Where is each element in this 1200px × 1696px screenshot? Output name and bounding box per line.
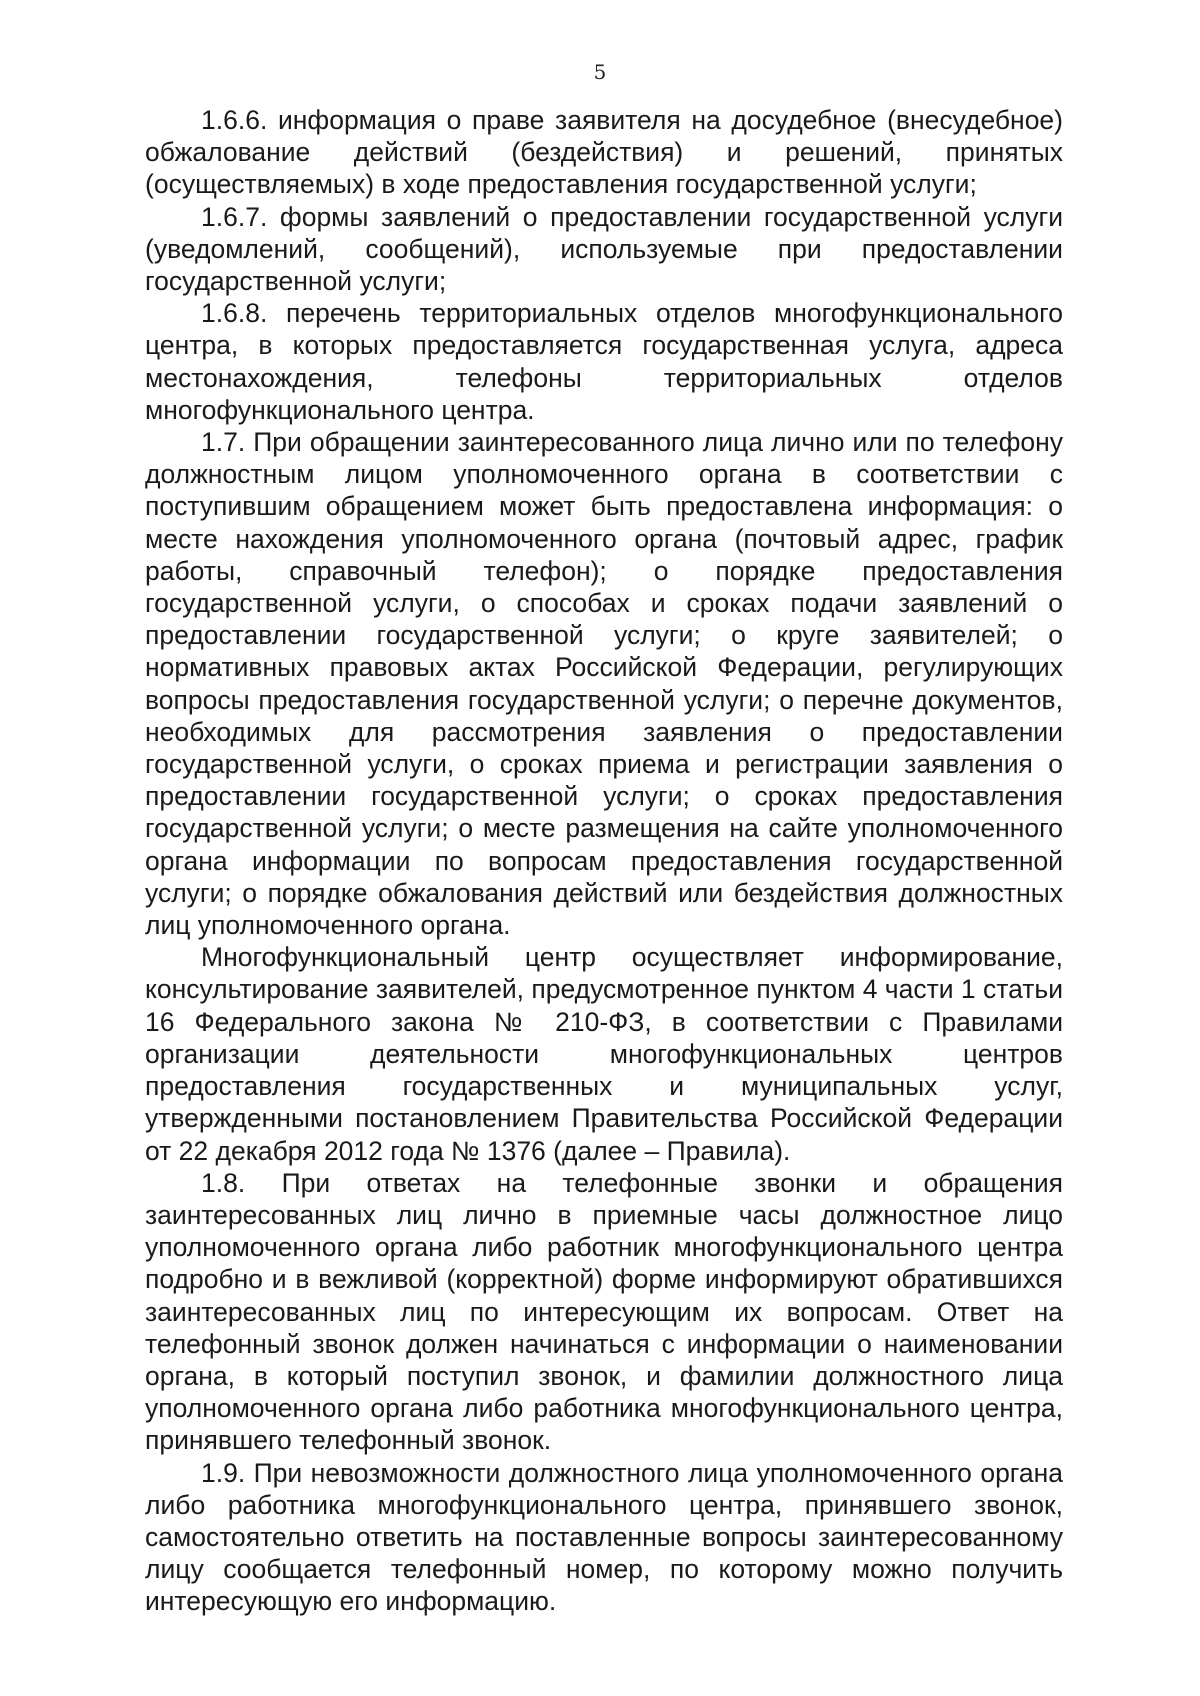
paragraph-1-6-7: 1.6.7. формы заявлений о предоставлении государственной услуги (уведомлений, сообщений), используемые при предоставлении государственной услуги; [145, 201, 1063, 297]
document-body [145, 104, 1063, 1618]
paragraph-1-6-8: 1.6.8. перечень территориальных отделов многофункционального центра, в которых предоставляется государственная услуга, адреса местонахождения, телефоны территориальных отделов многофункционального центра. [145, 298, 1063, 425]
paragraph-1-6-6: 1.6.6. информация о праве заявителя на досудебное (внесудебное) обжалование действий (бездействия) и решений, принятых (осуществляемых) в ходе предоставления государственной услуги; [145, 105, 1063, 200]
paragraph-mfc-informing: Многофункциональный центр осуществляет информирование, консультирование заявителей, предусмотренное пунктом 4 части 1 статьи 16 Федерального закона № 210-ФЗ, в соответствии с Правилами организации деятельности многофункциональных центров предоставления государственных и муниципальных услуг, утвержденными постановлением Правительства Российской Федерации от 22 декабря 2012 года № 1376 (далее – Правила). [145, 942, 1063, 1166]
paragraph-1-7: 1.7. При обращении заинтересованного лица лично или по телефону должностным лицом уполномоченного органа в соответствии с поступившим обращением может быть предоставлена информация: о месте нахождения уполномоченного органа (почтовый адрес, график работы, справочный телефон); о порядке предоставления государственной услуги, о способах и сроках подачи заявлений о предоставлении государственной услуги; о круге заявителей; о нормативных правовых актах Российской Федерации, регулирующих вопросы предоставления государственной услуги; о перечне документов, необходимых для рассмотрения заявления о предоставлении государственной услуги, о сроках приема и регистрации заявления о предоставлении государственной услуги; о сроках предоставления государственной услуги; о месте размещения на сайте уполномоченного органа информации по вопросам предоставления государственной услуги; о порядке обжалования действий или бездействия должностных лиц уполномоченного органа. [145, 427, 1063, 941]
paragraph-1-9: 1.9. При невозможности должностного лица уполномоченного органа либо работника многофункционального центра, принявшего звонок, самостоятельно ответить на поставленные вопросы заинтересованному лицу сообщается телефонный номер, по которому можно получить интересующую его информацию. [145, 1457, 1063, 1617]
paragraph-1-8: 1.8. При ответах на телефонные звонки и обращения заинтересованных лиц лично в приемные часы должностное лицо уполномоченного органа либо работник многофункционального центра подробно и в вежливой (корректной) форме информируют обратившихся заинтересованных лиц по интересующим их вопросам. Ответ на телефонный звонок должен начинаться с информации о наименовании органа, в который поступил звонок, и фамилии должностного лица уполномоченного органа либо работника многофункционального центра, принявшего телефонный звонок. [145, 1167, 1063, 1456]
page-number: 5 [593, 60, 607, 84]
